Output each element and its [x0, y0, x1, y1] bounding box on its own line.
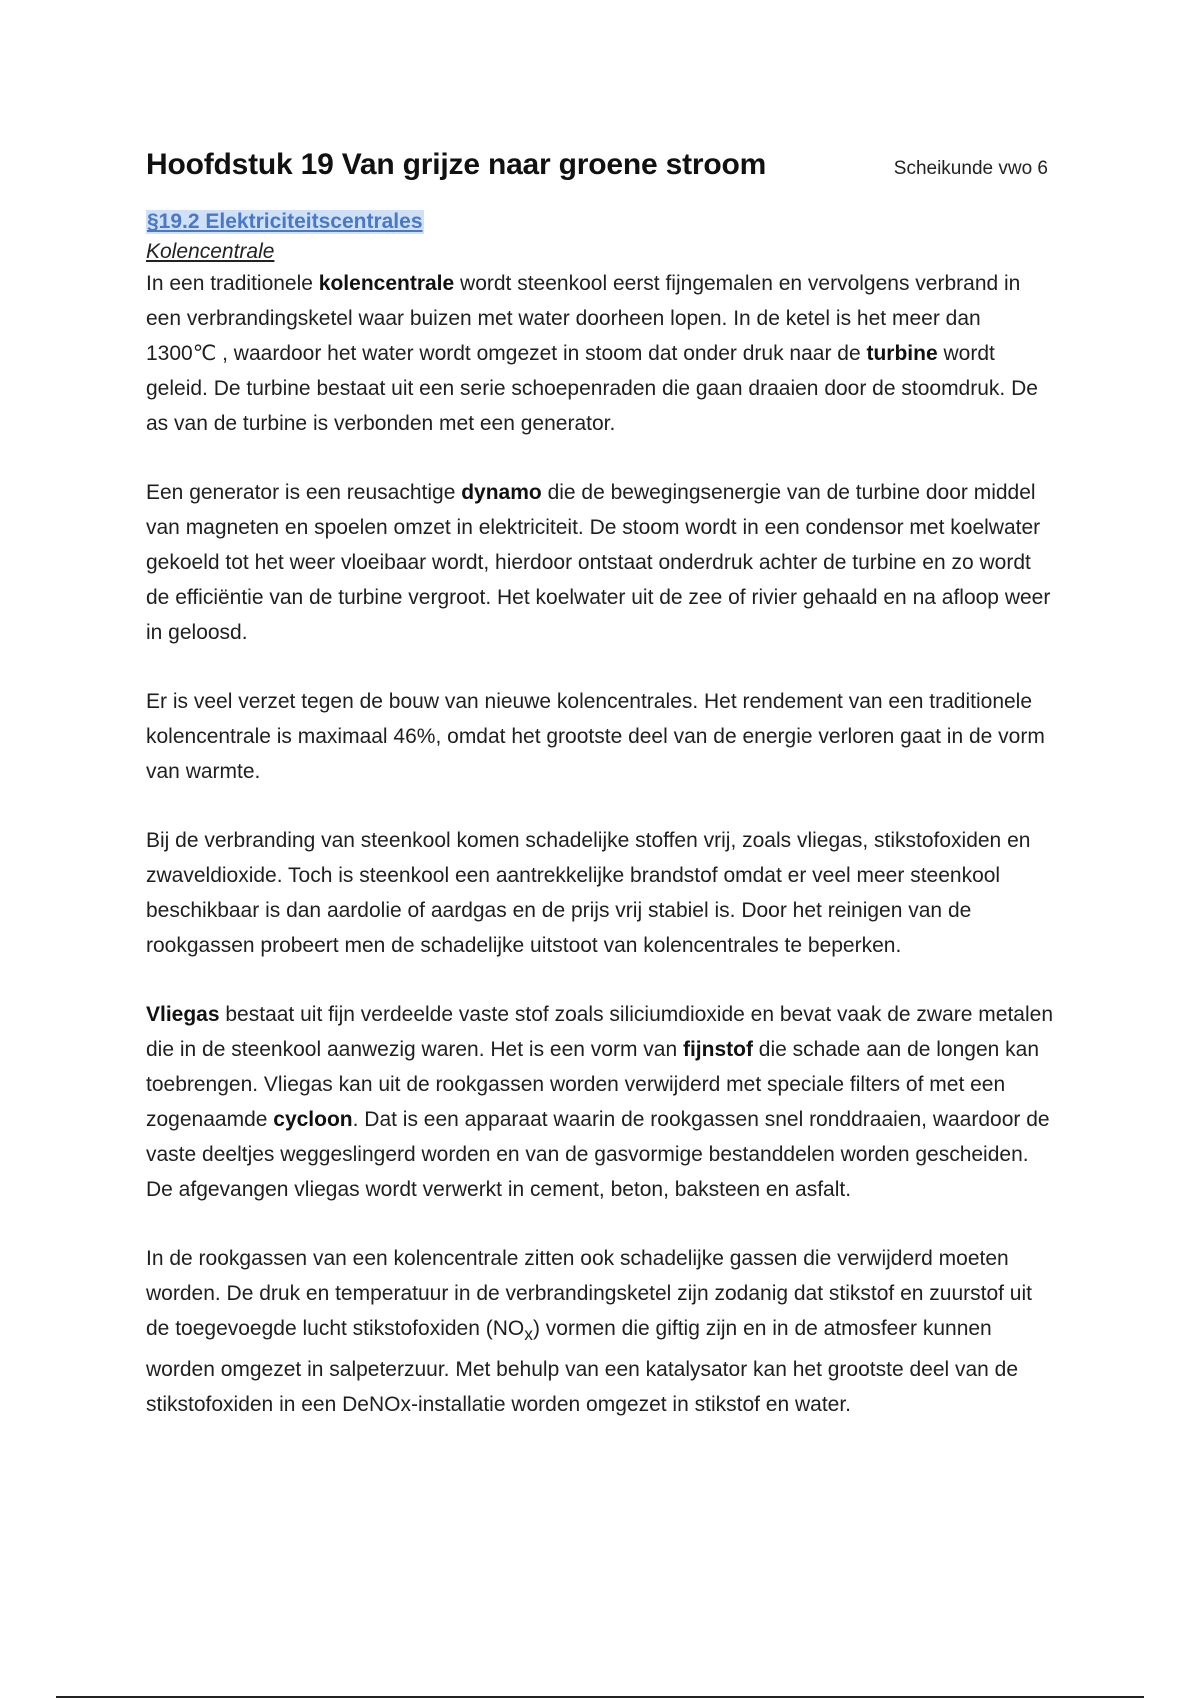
paragraph-5-text-c: die schade aan de longen kan toebrengen. Vliegas kan uit de rookgassen worden verwijderd met speciale filters of met een zogenaamde [146, 1038, 1040, 1131]
course-label: Scheikunde vwo 6 [893, 158, 1048, 179]
paragraph-5-text-a: bestaat uit fijn verdeelde vaste stof zoals siliciumdioxide en bevat vaak de zware metalen die in de steenkool aanwezig waren. Het is een vorm van [146, 1003, 1053, 1061]
paragraph-3: Er is veel verzet tegen de bouw van nieuwe kolencentrales. Het rendement van een traditionele kolencentrale is maximaal 46%, omdat het grootste deel van de energie verloren gaat in de vorm van warmte. [146, 690, 1045, 783]
paragraph-1 [146, 266, 1056, 441]
chapter-title: Hoofdstuk 19 Van grijze naar groene stroom [146, 148, 767, 181]
term-dynamo: dynamo [461, 481, 542, 504]
term-vliegas: Vliegas [146, 1003, 220, 1026]
paragraph-2-text-c: die de bewegingsenergie van de turbine door middel van magneten en spoelen omzet in elektriciteit. De stoom wordt in een condensor met koelwater gekoeld tot het weer vloeibaar wordt, hierdoor ontstaat onderdruk achter de turbine en zo wordt de efficiëntie van de turbine vergroot. Het koelwater uit de zee of rivier gehaald en na afloop weer in geloosd. [146, 481, 1051, 644]
term-fijnstof: fijnstof [682, 1038, 753, 1061]
paragraph-5-text-d: . Dat is een apparaat waarin de rookgassen snel ronddraaien, waardoor de vaste deeltjes weggeslingerd worden en van de gasvormige bestanddelen worden gescheiden. De afgevangen vliegas wordt verwerkt in cement, beton, baksteen en asfalt. [146, 1108, 1050, 1201]
term-kolencentrale: kolencentrale [318, 272, 455, 295]
paragraph-6-text-b: ) vormen die giftig zijn en in de atmosfeer kunnen worden omgezet in salpeterzuur. Met behulp van een katalysator kan het grootste deel van de stikstofoxiden in een DeNOx-installatie worden omgezet in stikstof en water. [146, 1317, 1019, 1417]
paragraph-2-text-a: Een generator is een reusachtige [146, 481, 462, 504]
document-header [146, 148, 1056, 182]
paragraph-1-text-a: In een traditionele [146, 272, 319, 295]
paragraph-5 [146, 997, 1056, 1207]
paragraph-6 [146, 1241, 1056, 1422]
term-turbine: turbine [866, 342, 938, 365]
paragraph-4: Bij de verbranding van steenkool komen schadelijke stoffen vrij, zoals vliegas, stikstofoxiden en zwaveldioxide. Toch is steenkool een aantrekkelijke brandstof omdat er veel meer steenkool beschikbaar is dan aardolie of aardgas en de prijs vrij stabiel is. Door het reinigen van de rookgassen probeert men de schadelijke uitstoot van kolencentrales te beperken. [146, 829, 1031, 957]
document-page [146, 148, 1056, 1456]
paragraph-6-text-a: In de rookgassen van een kolencentrale zitten ook schadelijke gassen die verwijderd moeten worden. De druk en temperatuur in de verbrandingsketel zijn zodanig dat stikstof en zuurstof uit de toegevoegde lucht stikstofoxiden (NO [146, 1247, 1032, 1340]
term-cycloon: cycloon [273, 1108, 353, 1131]
paragraph-2 [146, 475, 1056, 650]
subscript-x: x [524, 1324, 533, 1345]
page-bottom-divider [56, 1696, 1144, 1698]
subheading-kolencentrale: Kolencentrale [146, 240, 275, 263]
section-heading-link[interactable]: §19.2 Elektriciteitscentrales [147, 210, 423, 233]
paragraph-1-text-c: wordt steenkool eerst fijngemalen en vervolgens verbrand in een verbrandingsketel waar buizen met water doorheen lopen. In de ketel is het meer dan 1300℃ , waardoor het water wordt omgezet in stoom dat onder druk naar de [146, 272, 1021, 365]
paragraph-1-text-d: wordt geleid. De turbine bestaat uit een serie schoepenraden die gaan draaien door de stoomdruk. De as van de turbine is verbonden met een generator. [146, 342, 1038, 435]
